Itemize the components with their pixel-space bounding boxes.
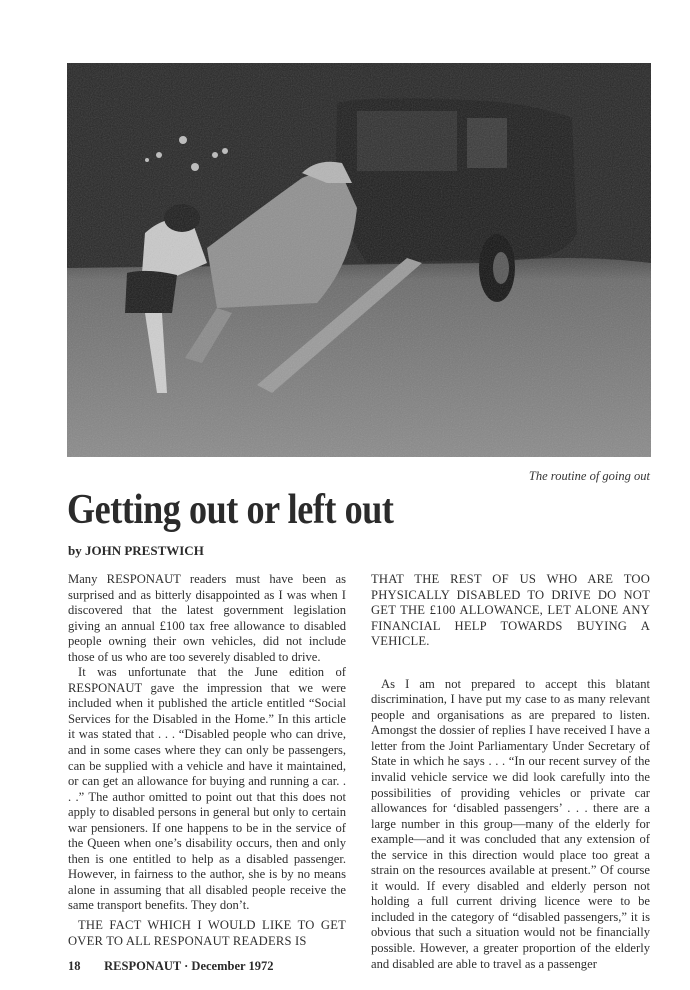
article-title: Getting out or left out xyxy=(67,487,394,533)
paragraph: Many RESPONAUT readers must have been as surprised and as bitterly disappointed as I was when I discovered that the latest government legislation giving an annual £100 tax free allowance to disabled people owning their own vehicles, did not include those of us who are too severely disabled to drive. xyxy=(68,572,346,664)
publication-info: RESPONAUT · December 1972 xyxy=(104,959,274,973)
article-column-right xyxy=(371,572,650,972)
photo-illustration xyxy=(67,63,651,457)
paragraph: It was unfortunate that the June edition of RESPONAUT gave the impression that we were included when it published the article entitled “Social Services for the Disabled in the Home.” In this article it was stated that . . . “Disabled people who can drive, and in some cases where they can only be passengers, can be supplied with a vehicle and have it maintained, or can get an allowance for buying and running a car. . . .” The author omitted to point out that this does not apply to disabled persons in general but only to certain war pensioners. If one happens to be in the service of the Queen when one’s disability occurs, then and only then is one entitled to help as a disabled passenger. However, in fairness to the author, she is by no means alone in assuming that all disabled people receive the same transport benefits. They don’t. xyxy=(68,665,346,913)
paragraph-emphasis: THAT THE REST OF US WHO ARE TOO PHYSICALLY DISABLED TO DRIVE DO NOT GET THE £100 ALLOWANCE, LET ALONE ANY FINANCIAL HELP TOWARDS BUYING A VEHICLE. xyxy=(371,572,650,649)
paragraph-emphasis: THE FACT WHICH I WOULD LIKE TO GET OVER TO ALL RESPONAUT READERS IS xyxy=(68,918,346,948)
photo-caption: The routine of going out xyxy=(528,469,650,483)
paragraph: As I am not prepared to accept this blatant discrimination, I have put my case to as many relevant people and organisations as are prepared to listen. Amongst the dossier of replies I have received I have a letter from the Joint Parliamentary Under Secretary of State in which he says . . . “In our recent survey of the invalid vehicle service we did look carefully into the possibilities of providing vehicles or private car allowances for ‘disabled passengers’ . . . there are a large number in this group—many of the elderly for example—and it was concluded that any extension of the service in this direction would place too great a strain on the resources available at present.” Of course it would. If every disabled and elderly person not holding a full current driving licence were to be included in the category of “disabled passengers,” it is obvious that such a situation would not be financially possible. However, a greater proportion of the elderly and disabled are able to travel as a passenger xyxy=(371,676,650,971)
article-byline: by JOHN PRESTWICH xyxy=(68,543,204,558)
page-number: 18 xyxy=(68,959,81,973)
page-footer xyxy=(68,959,273,974)
article-photo xyxy=(67,63,651,457)
article-column-left xyxy=(68,572,346,949)
